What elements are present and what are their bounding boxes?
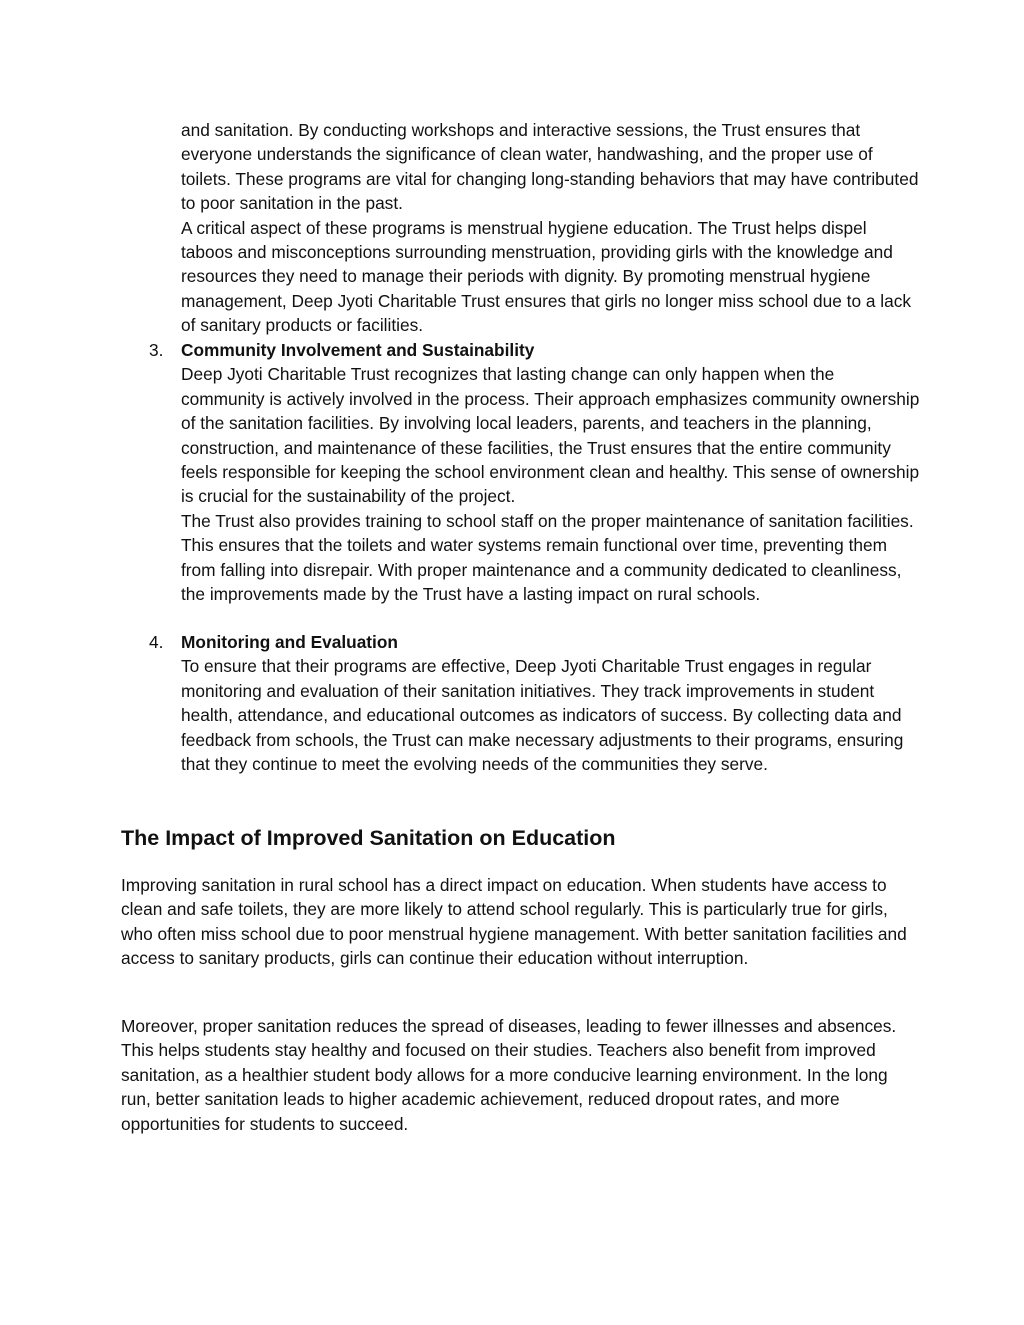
- list-item-body: [181, 630, 921, 776]
- list-item-paragraph: To ensure that their programs are effective, Deep Jyoti Charitable Trust engages in regular monitoring and evaluation of their sanitation initiatives. They track improvements in student health, attendance, and educational outcomes as indicators of success. By collecting data and feedback from schools, the Trust can make necessary adjustments to their programs, ensuring that they continue to meet the evolving needs of the communities they serve.: [181, 656, 904, 775]
- list-number: 4.: [149, 632, 164, 652]
- continued-paragraph: and sanitation. By conducting workshops and interactive sessions, the Trust ensures that everyone understands the significance of clean water, handwashing, and the proper use of toilets. These programs are vital for changing long-standing behaviors that may have contributed to poor sanitation in the past.: [181, 120, 919, 214]
- impact-paragraph-2: Moreover, proper sanitation reduces the spread of diseases, leading to fewer illnesses and absences. This helps students stay healthy and focused on their studies. Teachers also benefit from improved sanitation, as a healthier student body allows for a more conducive learning environment. In the long run, better sanitation leads to higher academic achievement, reduced dropout rates, and more opportunities for students to succeed.: [121, 1016, 897, 1134]
- list-item-paragraph: Deep Jyoti Charitable Trust recognizes that lasting change can only happen when the community is actively involved in the process. Their approach emphasizes community ownership of the sanitation facilities. By involving local leaders, parents, and teachers in the planning, construction, and maintenance of these facilities, the Trust ensures that the entire community feels responsible for keeping the school environment clean and healthy. This sense of ownership is crucial for the sustainability of the project.: [181, 364, 920, 507]
- list-item-title: Community Involvement and Sustainability: [181, 340, 535, 360]
- menstrual-hygiene-paragraph: A critical aspect of these programs is menstrual hygiene education. The Trust helps dispel taboos and misconceptions surrounding menstruation, providing girls with the knowledge and resources they need to manage their periods with dignity. By promoting menstrual hygiene management, Deep Jyoti Charitable Trust ensures that girls no longer miss school due to a lack of sanitary products or facilities.: [181, 217, 912, 336]
- list-item-body: [181, 338, 921, 606]
- list-item-paragraph: The Trust also provides training to school staff on the proper maintenance of sanitation facilities. This ensures that the toilets and water systems remain functional over time, preventing them from falling into disrepair. With proper maintenance and a community dedicated to cleanliness, the improvements made by the Trust have a lasting impact on rural schools.: [181, 510, 914, 605]
- list-item-title: Monitoring and Evaluation: [181, 632, 398, 652]
- section-heading: The Impact of Improved Sanitation on Education: [121, 826, 616, 850]
- impact-paragraph-1: Improving sanitation in rural school has a direct impact on education. When students have access to clean and safe toilets, they are more likely to attend school regularly. This is particularly true for girls, who often miss school due to poor menstrual hygiene management. With better sanitation facilities and access to sanitary products, girls can continue their education without interruption.: [121, 875, 907, 969]
- list-number: 3.: [149, 340, 164, 360]
- continued-list-item-2: [181, 118, 921, 338]
